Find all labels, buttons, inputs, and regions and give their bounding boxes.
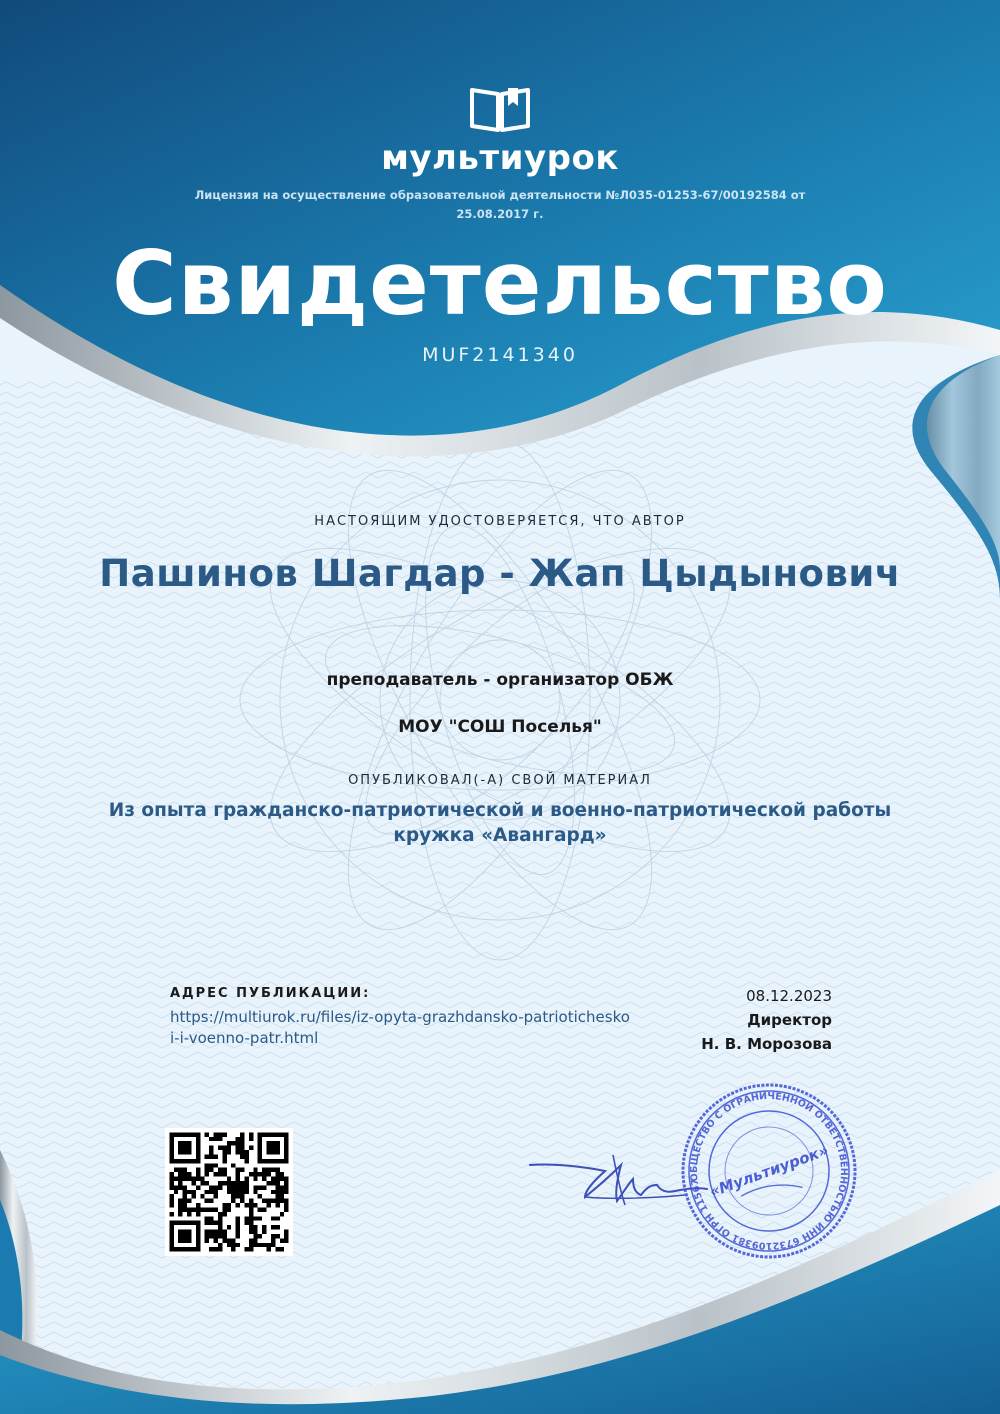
signature-block [600,984,832,1056]
author-organization: МОУ "СОШ Поселья" [398,717,602,737]
brand-name: мультиурок [381,138,619,178]
stamp-center-text: «Мультиурок» [707,1141,831,1201]
publication-address-label: АДРЕС ПУБЛИКАЦИИ: [170,986,371,1001]
published-text: ОПУБЛИКОВАЛ(-А) СВОЙ МАТЕРИАЛ [348,773,652,788]
license-text: Лицензия на осуществление образовательной деятельности №Л035-01253-67/00192584 от 25.08.2017 г. [194,188,806,221]
stamp-ring-text: ОБЩЕСТВО С ОГРАНИЧЕННОЙ ОТВЕТСТВЕННОСТЬЮ ИНН 6732109381 ОГРН 1156733012732 [688,1090,850,1252]
certify-text: НАСТОЯЩИМ УДОСТОВЕРЯЕТСЯ, ЧТО АВТОР [314,514,686,529]
issue-date: 08.12.2023 [746,987,832,1005]
company-stamp-icon [678,1080,860,1262]
certificate-title: Свидетельство [112,232,888,335]
author-position: преподаватель - организатор ОБЖ [326,670,674,690]
publication-url-link[interactable]: https://multiurok.ru/files/iz-opyta-grazhdansko-patrioticheskoi-i-voenno-patr.html [170,1008,630,1047]
director-title: Директор [747,1011,832,1029]
certificate-number: MUF2141340 [422,344,578,366]
author-name: Пашинов Шагдар - Жап Цыдынович [99,552,901,595]
material-title: Из опыта гражданско-патриотической и военно-патриотической работы кружка «Авангард» [108,800,892,846]
director-name: Н. В. Морозова [701,1035,832,1053]
open-book-icon [468,84,532,134]
qr-code-icon[interactable] [165,1128,293,1256]
